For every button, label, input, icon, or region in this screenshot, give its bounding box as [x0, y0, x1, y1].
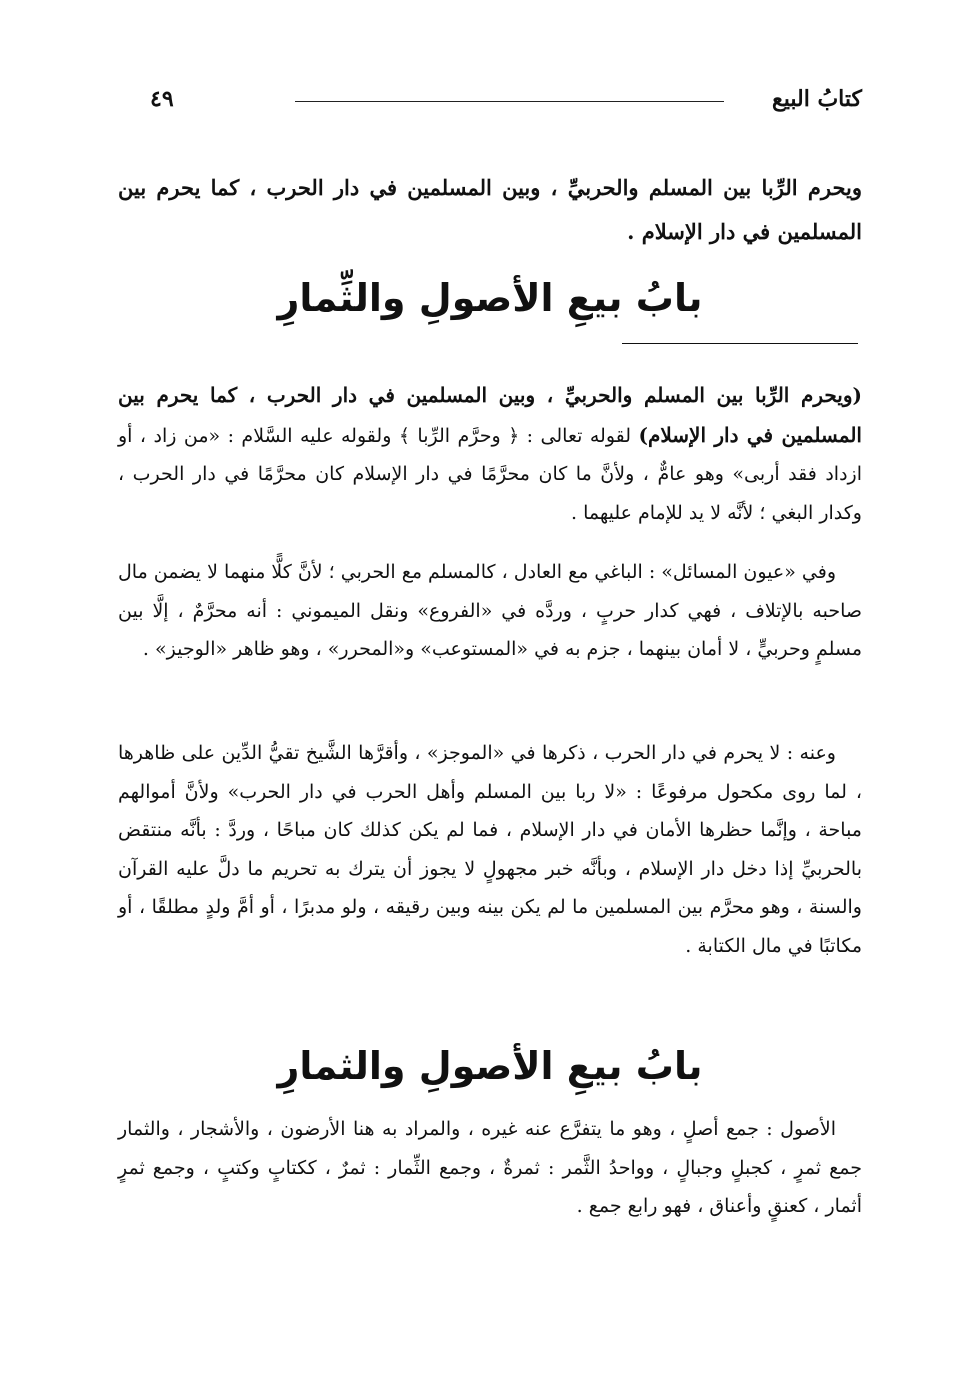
chapter-heading-2: بابُ بيعِ الأصولِ والثمارِ [277, 1044, 703, 1088]
page-number: ٤٩ [150, 86, 174, 112]
sharh-text: لقوله تعالى : ﴿ وحرَّم الرِّبا ﴾ ولقوله عليه السَّلام : «من زاد ، أو ازداد فقد أربى» وهو عامٌّ ، ولأنَّ ما كان محرَّمًا في دار الإسلام كان محرَّمًا في دار الحرب ، وكدار البغي ؛ لأنَّه لا يد للإمام عليهما . [118, 424, 862, 524]
sharh-paragraph-1 [118, 376, 862, 532]
chapter-heading-1: بابُ بيعِ الأصولِ والثِّمارِ [277, 276, 703, 320]
definition-paragraph [118, 1110, 862, 1226]
matn-quote: (ويحرم الرِّبا بين المسلم والحربيِّ ، وبين المسلمين في دار الحرب ، كما يحرم بين المسلمين في دار الإسلام) [118, 383, 862, 447]
sharh-text: وعنه : لا يحرم في دار الحرب ، ذكرها في «الموجز» ، وأقرَّها الشَّيخ تقيُّ الدِّين على ظاهرها ، لما روى مكحول مرفوعًا : «لا ربا بين المسلم وأهل الحرب في دار الحرب» ولأنَّ أموالهم مباحة ، وإنَّما حظرها الأمان في دار الإسلام ، فما لم يكن كذلك كان مباحًا ، وردَّ : بأنَّه منتقض بالحربيِّ إذا دخل دار الإسلام ، وبأنَّه خبر مجهولٍ لا يجوز أن يترك به تحريم ما دلَّ عليه القرآن والسنة ، وهو محرَّم بين المسلمين ما لم يكن بينه وبين رقيقه ، ولو مدبرًا ، أو أمَّ ولدٍ مطلقًا ، أو مكاتبًا في مال الكتابة . [118, 742, 862, 957]
sharh-paragraph-3 [118, 734, 862, 965]
sharh-paragraph-2 [118, 553, 862, 669]
header-rule [295, 101, 724, 102]
running-header [150, 84, 862, 120]
definition-text: الأصول : جمع أصلٍ ، وهو ما يتفرَّع عنه غيره ، والمراد به هنا الأرضون ، والأشجار ، والثمار جمع ثمرٍ ، كجبلٍ وجبالٍ ، وواحدُ الثَّمر : ثمرةٌ ، وجمع الثِّمار : ثمرٌ ، ككتابٍ وكتبٍ ، وجمع ثمرٍ أثمار ، كعنقٍ وأعناق ، فهو رابع جمع . [118, 1118, 862, 1217]
heading-rule [622, 343, 858, 344]
sharh-text: وفي «عيون المسائل» : الباغي مع العادل ، كالمسلم مع الحربي ؛ لأنَّ كلًّا منهما لا يضمن مال صاحبه بالإتلاف ، فهي كدار حربٍ ، وردَّه في «الفروع» ونقل الميموني : أنه محرَّمٌ ، إلَّا بين مسلمٍ وحربيٍّ ، لا أمان بينهما ، جزم به في «المستوعب» و«المحرر» ، وهو ظاهر «الوجيز» . [118, 561, 862, 660]
matn-paragraph: ويحرم الرِّبا بين المسلم والحربيِّ ، وبين المسلمين في دار الحرب ، كما يحرم بين المسلمين في دار الإسلام . [118, 175, 862, 244]
book-title: كتابُ البيع [772, 86, 862, 112]
